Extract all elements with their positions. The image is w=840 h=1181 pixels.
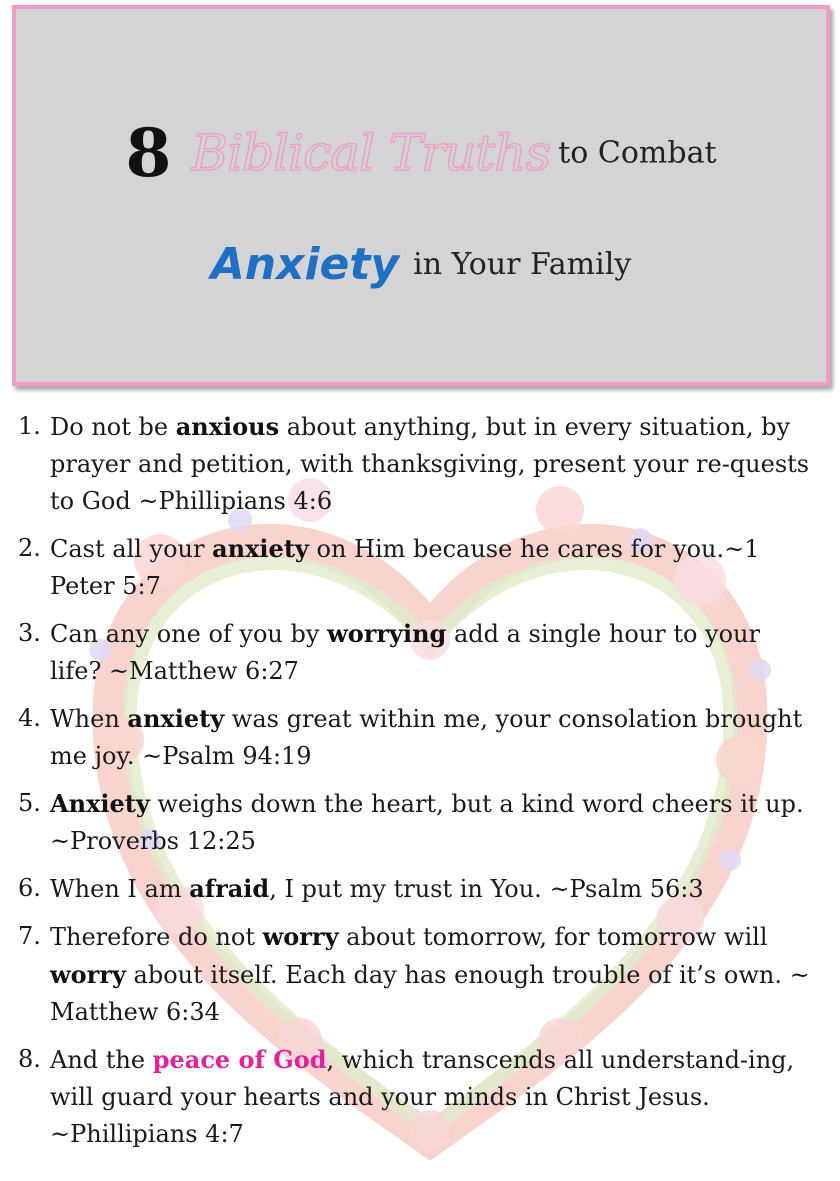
item-keyword: afraid bbox=[189, 874, 270, 903]
title-script-word: Biblical Truths bbox=[191, 124, 551, 182]
item-number: 2. bbox=[18, 534, 41, 562]
title-line-2 bbox=[16, 239, 826, 290]
item-text: , which transcends all understand-ing, will guard your hearts and your minds in Christ Jesus. ~Phillipians 4:7 bbox=[50, 1046, 795, 1148]
list-item bbox=[18, 700, 818, 775]
list-item bbox=[18, 918, 818, 1031]
item-text: add a single hour to your life? ~Matthew 6:27 bbox=[50, 620, 760, 685]
item-text: When I am bbox=[50, 875, 190, 903]
item-number: 1. bbox=[18, 412, 41, 440]
item-text: Can any one of you by bbox=[50, 620, 328, 648]
list-item bbox=[18, 408, 818, 520]
title-banner bbox=[12, 5, 830, 386]
item-number: 3. bbox=[18, 619, 41, 647]
title-tail-1: to Combat bbox=[558, 135, 717, 171]
item-keyword: anxiety bbox=[212, 534, 309, 563]
item-text: And the bbox=[50, 1046, 153, 1074]
item-keyword: anxiety bbox=[127, 704, 225, 733]
item-text: Do not be bbox=[50, 413, 176, 441]
list-item bbox=[18, 785, 818, 860]
item-text: When bbox=[50, 705, 128, 733]
truths-list bbox=[18, 408, 818, 1163]
item-keyword: Anxiety bbox=[50, 789, 150, 818]
item-number: 4. bbox=[18, 704, 41, 732]
list-item bbox=[18, 1041, 818, 1153]
item-keyword: worry bbox=[262, 922, 339, 951]
list-item bbox=[18, 870, 818, 908]
title-number: 8 bbox=[125, 114, 172, 192]
item-text: weighs down the heart, but a kind word cheers it up. ~Proverbs 12:25 bbox=[50, 790, 804, 855]
title-line-1 bbox=[16, 114, 826, 192]
item-keyword: worrying bbox=[327, 619, 447, 648]
item-text: on Him because he cares for you.~1 Peter 5:7 bbox=[50, 535, 760, 600]
item-keyword: anxious bbox=[175, 412, 280, 441]
item-text: about tomorrow, for tomorrow will bbox=[338, 923, 768, 951]
list-item bbox=[18, 615, 818, 690]
item-keyword: worry bbox=[50, 960, 126, 989]
list-item bbox=[18, 530, 818, 605]
item-text: Cast all your bbox=[50, 535, 213, 563]
item-number: 7. bbox=[18, 922, 41, 950]
item-highlight: peace of God bbox=[152, 1045, 327, 1074]
item-text: about anything, but in every situation, by prayer and petition, with thanksgiving, present your re-quests to God ~Phillipians 4:6 bbox=[50, 413, 810, 515]
item-text: Therefore do not bbox=[50, 923, 263, 951]
item-number: 6. bbox=[18, 874, 41, 902]
item-number: 8. bbox=[18, 1045, 41, 1073]
item-text: about itself. Each day has enough trouble of it’s own. ~ Matthew 6:34 bbox=[50, 961, 810, 1026]
item-number: 5. bbox=[18, 789, 41, 817]
title-highlight-word: Anxiety bbox=[210, 239, 400, 290]
title-tail-2: in Your Family bbox=[413, 247, 632, 282]
item-text: was great within me, your consolation brought me joy. ~Psalm 94:19 bbox=[50, 705, 803, 770]
item-text: , I put my trust in You. ~Psalm 56:3 bbox=[269, 875, 704, 903]
